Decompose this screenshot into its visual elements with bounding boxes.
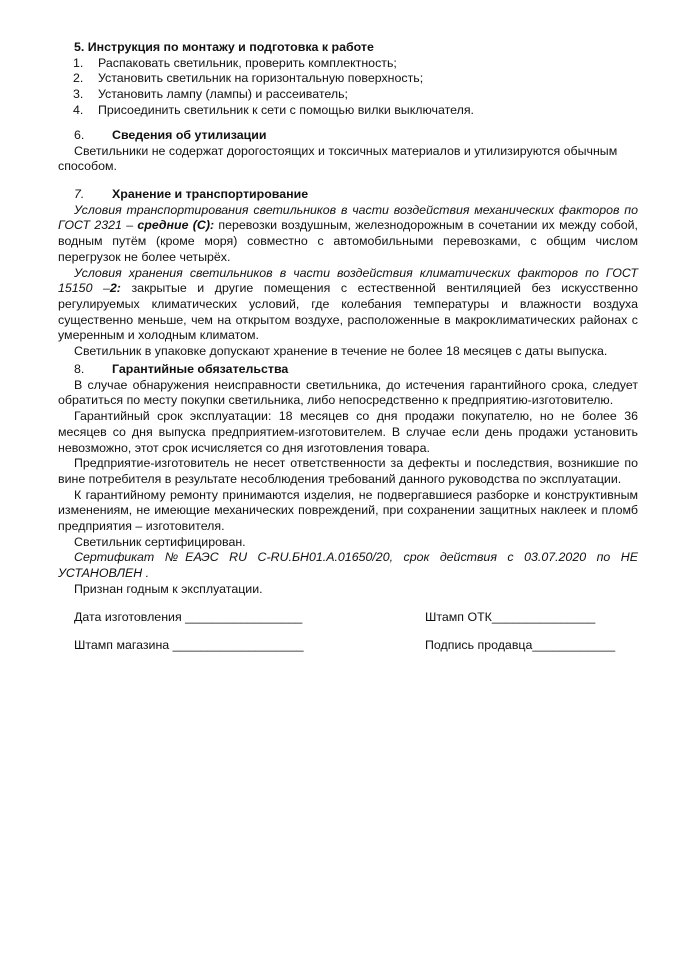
list-item-number: 2.	[73, 71, 84, 86]
otk-stamp-line: Штамп ОТК_______________	[425, 610, 596, 624]
section-8	[58, 362, 638, 598]
transport-conditions-intro: Условия транспортирования светильников в части воздействия механических факторов по ГОСТ 2321 –	[58, 202, 638, 233]
section-6-heading	[58, 128, 638, 144]
list-item	[58, 56, 638, 72]
list-item-text: Установить лампу (лампы) и рассеиватель;	[98, 87, 348, 102]
warranty-paragraph: Предприятие-изготовитель не несет ответственности за дефекты и последствия, возникшие по вине потребителя в результате несоблюдения требований данного руководства по эксплуатации.	[58, 456, 638, 486]
list-item-number: 4.	[73, 102, 84, 117]
warranty-paragraph: Гарантийный срок эксплуатации: 18 месяцев со дня продажи покупателю, но не более 36 месяцев со дня выпуска предприятием-изготовителем. В случае если день продажи установить невозможно, этот срок исчисляется со дня изготовления товара.	[58, 409, 638, 455]
list-item	[58, 87, 638, 103]
storage-term: Светильник в упаковке допускают хранение в течение не более 18 месяцев с даты выпуска.	[74, 344, 608, 359]
section-7-number: 7.	[74, 187, 85, 201]
shop-stamp-line: Штамп магазина ___________________	[74, 638, 304, 652]
list-item-text: Распаковать светильник, проверить комплектность;	[98, 55, 397, 70]
section-6	[58, 128, 638, 175]
section-8-heading	[58, 362, 638, 378]
storage-conditions-intro: Условия хранения светильников в части воздействия климатических факторов по ГОСТ 15150 –	[58, 265, 638, 296]
seller-signature-line: Подпись продавца____________	[425, 638, 616, 652]
section-5	[58, 40, 638, 119]
list-item-number: 3.	[73, 87, 84, 102]
section-7	[58, 187, 638, 360]
section-7-heading	[58, 187, 638, 203]
section-6-title: Сведения об утилизации	[112, 128, 267, 142]
list-item	[58, 71, 638, 87]
certification-note: Светильник сертифицирован.	[74, 534, 246, 549]
section-7-title: Хранение и транспортирование	[112, 187, 309, 201]
warranty-paragraph: В случае обнаружения неисправности светильника, до истечения гарантийного срока, следует обратиться по месту покупки светильника, либо непосредственно к предприятию-изготовителю.	[58, 377, 638, 408]
list-item-number: 1.	[73, 55, 84, 70]
storage-conditions-text: закрытые и другие помещения с естественной вентиляцией без искусственно регулируемых климатических условий, где колебания температуры и влажности воздуха существенно меньше, чем на открытом воздухе, расположенные в макроклиматических районах с умеренным и холодным климатом.	[58, 281, 638, 343]
list-item-text: Установить светильник на горизонтальную поверхность;	[98, 71, 424, 86]
transport-conditions-category: средние (С):	[137, 218, 215, 233]
storage-conditions	[58, 266, 638, 345]
transport-conditions-text: перевозки воздушным, железнодорожным в сочетании их между собой, водным путём (кроме моря) совместно с автомобильными перевозками, с общим числом перегрузок не более четырёх.	[58, 218, 638, 264]
list-item-text: Присоединить светильник к сети с помощью вилки выключателя.	[98, 102, 474, 117]
certificate-info: Сертификат №ЕАЭС RU C-RU.БН01.А.01650/20, срок действия с 03.07.2020 по НЕ УСТАНОВЛЕН .	[58, 550, 638, 581]
storage-conditions-category: 2:	[109, 281, 121, 296]
section-6-text: Светильники не содержат дорогостоящих и токсичных материалов и утилизируются обычным способом.	[58, 143, 618, 174]
warranty-paragraph: К гарантийному ремонту принимаются изделия, не подвергавшиеся разборке и конструктивным изменениям, не имеющие механических повреждений, при сохранении защитных наклеек и пломб предприятия – изготовителя.	[58, 487, 638, 534]
fitness-note: Признан годным к эксплуатации.	[74, 581, 263, 596]
transport-conditions	[58, 203, 638, 266]
section-8-number: 8.	[74, 362, 85, 376]
section-8-title: Гарантийные обязательства	[112, 362, 289, 376]
section-6-number: 6.	[74, 128, 85, 142]
manufacture-date-line: Дата изготовления _________________	[74, 610, 303, 624]
list-item	[58, 103, 638, 119]
section-5-title: 5. Инструкция по монтажу и подготовка к работе	[74, 40, 374, 54]
